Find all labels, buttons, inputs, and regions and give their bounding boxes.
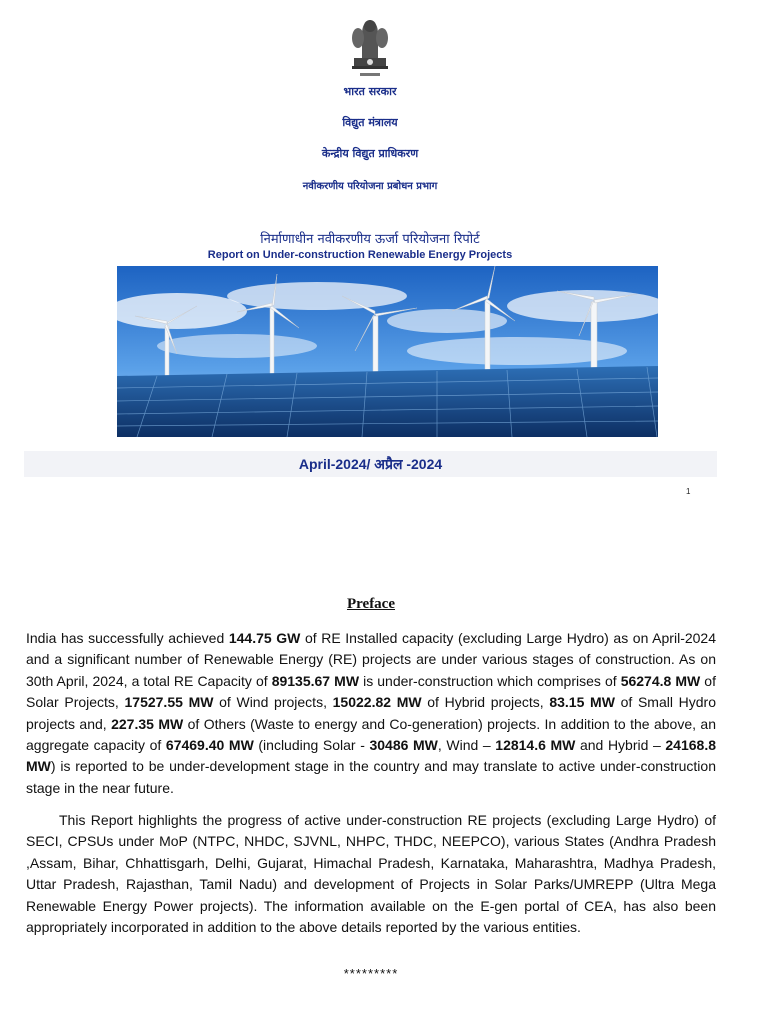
- capacity-value: 30486 MW: [369, 737, 438, 754]
- report-date-band: [24, 451, 717, 477]
- capacity-value: 17527.55 MW: [124, 694, 214, 711]
- preface-text-run: (including Solar -: [253, 737, 370, 754]
- capacity-value: 15022.82 MW: [332, 694, 422, 711]
- preface-text-run: India has successfully achieved: [26, 630, 229, 646]
- preface-text-run: of Others (Waste to energy and Co-generation) projects. In addition to the above, an aggregate capacity of: [26, 715, 716, 754]
- preface-text-run: ) is reported to be under-development stage in the country and may translate to active under-construction stage in the near future.: [26, 758, 716, 796]
- preface-text-run: of Solar Projects,: [26, 672, 716, 711]
- page-number: 1: [686, 487, 691, 496]
- cover-image-solar-wind: [117, 266, 658, 437]
- report-title-english: Report on Under-construction Renewable Energy Projects: [207, 249, 513, 261]
- report-title-hindi: निर्माणाधीन नवीकरणीय ऊर्जा परियोजना रिपोर्ट: [260, 232, 480, 247]
- preface-text-run: , Wind –: [437, 737, 496, 754]
- govt-label: भारत सरकार: [343, 85, 397, 98]
- capacity-value: 12814.6 MW: [495, 737, 576, 754]
- preface-text-run: of Wind projects,: [213, 694, 333, 711]
- capacity-value: 67469.40 MW: [165, 737, 254, 754]
- national-emblem-icon: [348, 16, 392, 82]
- preface-paragraph-1: [26, 628, 716, 799]
- preface-paragraph-2: This Report highlights the progress of active under-construction RE projects (excluding Large Hydro) of SECI, CPSUs under MoP (NTPC, NHDC, SJVNL, NHPC, THDC, NEEPCO), various States (Andhra Pradesh ,Assam, Bihar, Chhattisgarh, Delhi, Gujarat, Himachal Pradesh, Karnataka, Maharashtra, Madhya Pradesh, Uttar Pradesh, Rajasthan, Tamil Nadu) and development of Projects in Solar Parks/UMREPP (Ultra Mega Renewable Energy Power projects). The information available on the E-gen portal of CEA, has also been appropriately incorporated in addition to the above details reported by the various entities.: [26, 812, 716, 936]
- ministry-label: विद्युत मंत्रालय: [342, 116, 398, 129]
- capacity-value: 83.15 MW: [549, 694, 615, 711]
- preface-text-run: and Hybrid –: [575, 737, 666, 754]
- authority-label: केन्द्रीय विद्युत प्राधिकरण: [321, 147, 419, 160]
- preface-text-run: of RE Installed capacity (excluding Large Hydro) as on April-2024 and a significant number of Renewable Energy (RE) projects are under various stages of construction. As on 30th April, 2024, a total RE Capacity of: [26, 630, 716, 689]
- capacity-value: 24168.8 MW: [26, 737, 716, 775]
- capacity-value: 56274.8 MW: [620, 672, 701, 689]
- preface-text-run: is under-construction which comprises of: [359, 672, 621, 689]
- report-date: April-2024/ अप्रैल -2024: [298, 456, 443, 472]
- end-marker: *********: [343, 966, 399, 981]
- division-label: नवीकरणीय परियोजना प्रबोधन प्रभाग: [302, 181, 438, 192]
- preface-text-run: of Small Hydro projects and,: [26, 694, 716, 732]
- preface-heading: Preface: [346, 596, 396, 612]
- preface-text-run: of Hybrid projects,: [421, 694, 550, 711]
- capacity-value: 227.35 MW: [111, 715, 184, 732]
- capacity-value: 89135.67 MW: [271, 672, 360, 689]
- capacity-value: 144.75 GW: [228, 630, 301, 646]
